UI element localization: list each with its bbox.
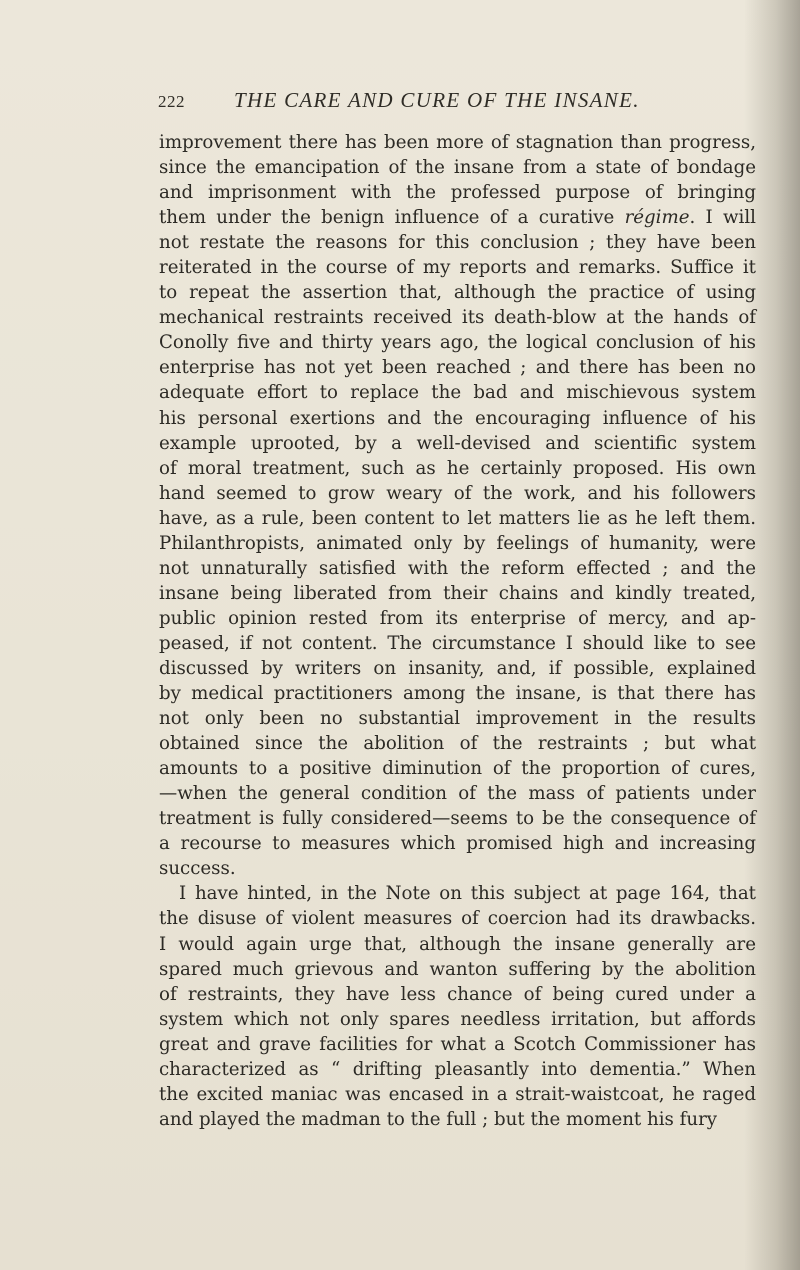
paragraph: [159, 881, 756, 1131]
text-line: not unnaturally satisfied with the reform effected ; and the: [159, 557, 756, 579]
running-head: THE CARE AND CURE OF THE INSANE.: [234, 88, 640, 112]
text-line: insane being liberated from their chains and kindly treated,: [159, 582, 756, 604]
text-line: example uprooted, by a well-devised and scientific system: [159, 432, 756, 454]
text-line: of moral treatment, such as he certainly proposed. His own: [159, 457, 756, 479]
text-line: the disuse of violent measures of coercion had its drawbacks.: [159, 908, 756, 930]
paragraph: [159, 130, 756, 881]
text-line: since the emancipation of the insane from a state of bondage: [159, 157, 756, 179]
text-line: mechanical restraints received its death-blow at the hands of: [159, 307, 756, 329]
text-line: treatment is fully considered—seems to be the consequence of: [159, 808, 756, 830]
text-line: Philanthropists, animated only by feelings of humanity, were: [159, 532, 756, 554]
text-line: not restate the reasons for this conclusion ; they have been: [159, 232, 756, 254]
text-line: —when the general condition of the mass of patients under: [159, 783, 756, 805]
text-line: great and grave facilities for what a Scotch Commissioner has: [159, 1033, 756, 1055]
text-line: Conolly five and thirty years ago, the logical conclusion of his: [159, 332, 756, 354]
text-line: discussed by writers on insanity, and, if possible, explained: [159, 657, 756, 679]
text-line: and played the madman to the full ; but the moment his fury: [159, 1108, 718, 1130]
text-line: hand seemed to grow weary of the work, and his followers: [159, 482, 756, 504]
text-line: amounts to a positive diminution of the proportion of cures,: [159, 758, 756, 780]
text-line: success.: [159, 858, 236, 880]
text-line: and imprisonment with the professed purpose of bringing: [159, 182, 756, 204]
text-line: by medical practitioners among the insane, is that there has: [159, 683, 756, 705]
text-line: of restraints, they have less chance of being cured under a: [159, 983, 756, 1005]
text-line: system which not only spares needless irritation, but affords: [159, 1008, 756, 1030]
text-line: public opinion rested from its enterprise of mercy, and ap-: [159, 607, 756, 629]
text-line: his personal exertions and the encouraging influence of his: [159, 407, 756, 429]
text-line: a recourse to measures which promised high and increasing: [159, 833, 756, 855]
text-line: have, as a rule, been content to let matters lie as he left them.: [159, 507, 756, 529]
text-line: improvement there has been more of stagnation than progress,: [159, 132, 756, 153]
text-line: not only been no substantial improvement in the results: [159, 708, 756, 730]
text-line: to repeat the assertion that, although the practice of using: [159, 282, 756, 304]
text-line: adequate effort to replace the bad and mischievous system: [159, 382, 756, 404]
text-line: characterized as “ drifting pleasantly into dementia.” When: [159, 1058, 756, 1080]
text-line: peased, if not content. The circumstance I should like to see: [159, 632, 756, 654]
text-line: the excited maniac was encased in a strait-waistcoat, he raged: [159, 1083, 756, 1105]
page-header: [158, 86, 688, 118]
text-line: obtained since the abolition of the restraints ; but what: [159, 733, 756, 755]
text-line: enterprise has not yet been reached ; and there has been no: [159, 357, 756, 379]
text-line: reiterated in the course of my reports and remarks. Suffice it: [159, 257, 756, 279]
body-text: [159, 130, 756, 1132]
text-line: them under the benign influence of a curative régime. I will: [159, 207, 756, 229]
text-line: spared much grievous and wanton suffering by the abolition: [159, 958, 756, 980]
page-number: 222: [158, 92, 185, 111]
text-line: I have hinted, in the Note on this subject at page 164, that: [179, 883, 756, 905]
text-line: I would again urge that, although the insane generally are: [159, 933, 756, 955]
